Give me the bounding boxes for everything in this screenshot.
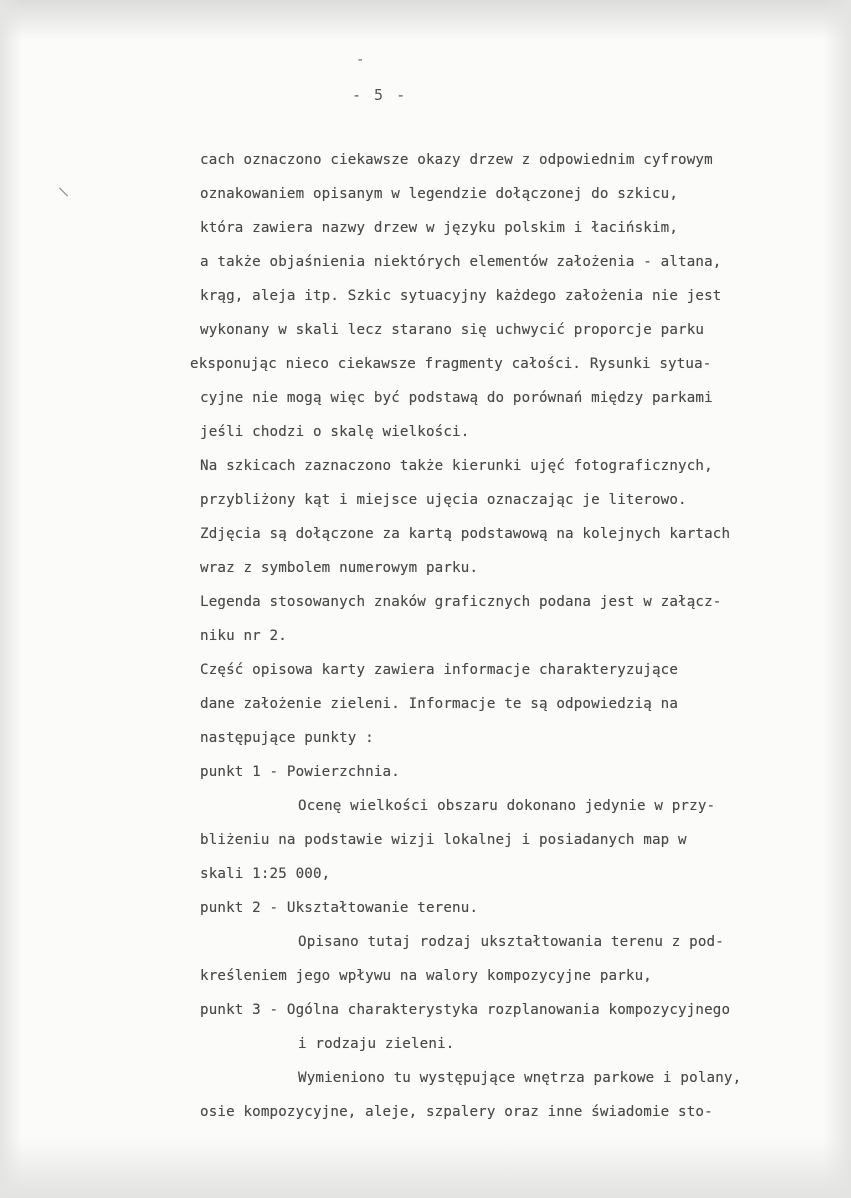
text-line: krąg, aleja itp. Szkic sytuacyjny każdego założenia nie jest <box>200 288 722 304</box>
text-line: punkt 1 - Powierzchnia. <box>200 764 400 780</box>
scan-edge-bottom <box>0 1138 851 1198</box>
text-line: a także objaśnienia niektórych elementów założenia - altana, <box>200 254 722 270</box>
text-line: oznakowaniem opisanym w legendzie dołączonej do szkicu, <box>200 186 679 202</box>
text-line: niku nr 2. <box>200 628 287 644</box>
margin-mark: \ <box>57 184 71 201</box>
text-line: cyjne nie mogą więc być podstawą do porównań między parkami <box>200 390 713 406</box>
scan-edge-top <box>0 0 851 40</box>
text-line: przybliżony kąt i miejsce ujęcia oznaczając je literowo. <box>200 492 687 508</box>
text-line: i rodzaju zieleni. <box>298 1036 455 1052</box>
text-line: Wymieniono tu występujące wnętrza parkowe i polany, <box>298 1070 742 1086</box>
text-line: Legenda stosowanych znaków graficznych podana jest w załącz- <box>200 594 722 610</box>
text-line: jeśli chodzi o skalę wielkości. <box>200 424 470 440</box>
text-line: Opisano tutaj rodzaj ukształtowania terenu z pod- <box>298 934 724 950</box>
text-line: która zawiera nazwy drzew w języku polskim i łacińskim, <box>200 220 679 236</box>
text-line: Na szkicach zaznaczono także kierunki ujęć fotograficznych, <box>200 458 713 474</box>
scan-edge-right <box>823 0 851 1198</box>
text-line: skali 1:25 000, <box>200 866 331 882</box>
page-number: - 5 - <box>352 86 408 104</box>
text-line: wraz z symbolem numerowym parku. <box>200 560 479 576</box>
text-line: wykonany w skali lecz starano się uchwycić proporcje parku <box>200 322 705 338</box>
scan-edge-left <box>0 0 22 1198</box>
text-line: Część opisowa karty zawiera informacje charakteryzujące <box>200 662 679 678</box>
text-line: Ocenę wielkości obszaru dokonano jedynie w przy- <box>298 798 716 814</box>
text-line: bliżeniu na podstawie wizji lokalnej i posiadanych map w <box>200 832 687 848</box>
text-line: osie kompozycyjne, aleje, szpalery oraz inne świadomie sto- <box>200 1104 713 1120</box>
text-line: punkt 3 - Ogólna charakterystyka rozplanowania kompozycyjnego <box>200 1002 731 1018</box>
text-line: Zdjęcia są dołączone za kartą podstawową na kolejnych kartach <box>200 526 731 542</box>
text-line: następujące punkty : <box>200 730 374 746</box>
top-dash-mark: - <box>356 52 366 68</box>
text-line: kreśleniem jego wpływu na walory kompozycyjne parku, <box>200 968 652 984</box>
text-line: cach oznaczono ciekawsze okazy drzew z odpowiednim cyfrowym <box>200 152 713 168</box>
text-line: eksponując nieco ciekawsze fragmenty całości. Rysunki sytua- <box>190 356 712 372</box>
text-line: dane założenie zieleni. Informacje te są odpowiedzią na <box>200 696 679 712</box>
text-line: punkt 2 - Ukształtowanie terenu. <box>200 900 479 916</box>
